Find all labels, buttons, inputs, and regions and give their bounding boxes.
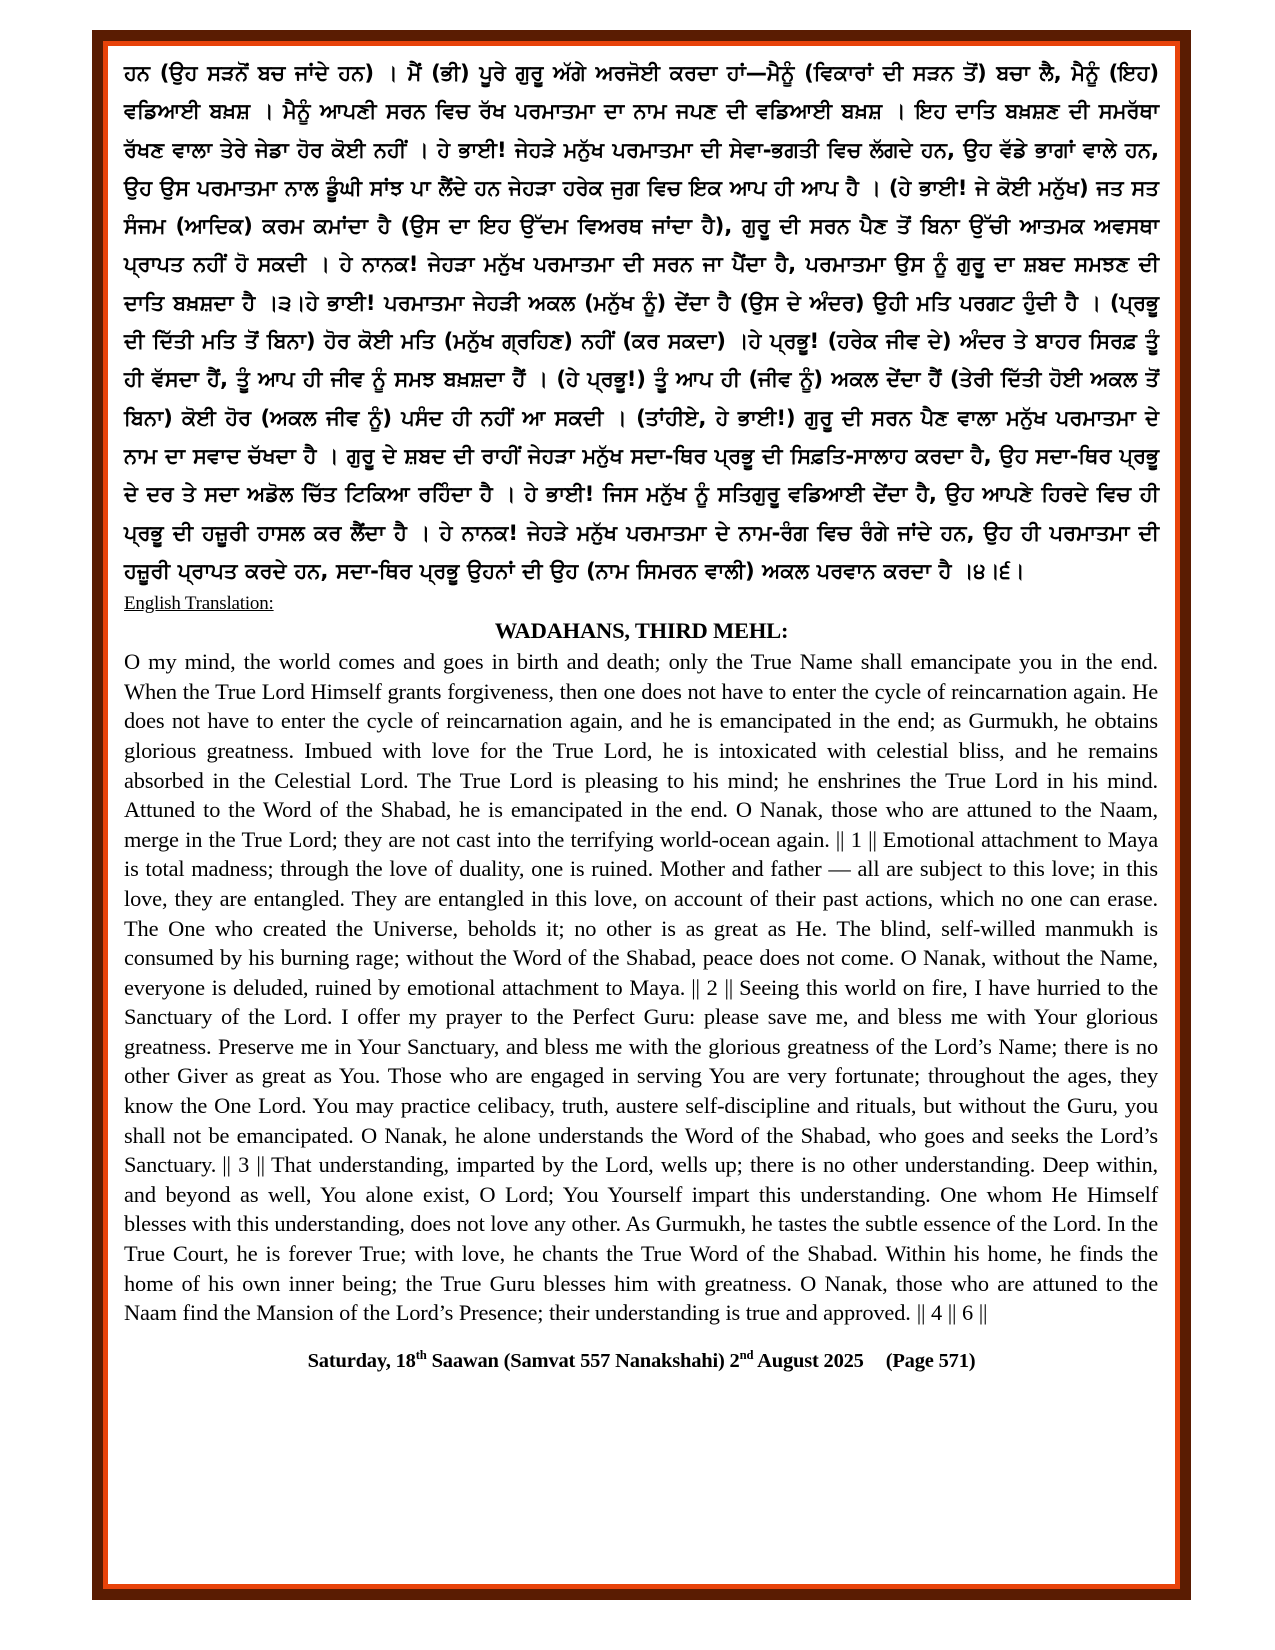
- verse-marker-4: || 4 || 6 ||: [916, 1300, 988, 1326]
- verse-marker-2: || 2 ||: [691, 974, 734, 1000]
- page-content: [108, 46, 1175, 1584]
- footer-weekday: Saturday,: [307, 1349, 391, 1372]
- footer-nanakshahi-month: Saawan (Samvat 557 Nanakshahi): [431, 1349, 725, 1372]
- english-part-1: O my mind, the world comes and goes in birth and death; only the True Name shall emancipate you in the end. When the True Lord Himself grants forgiveness, then one does not have to enter the cycle of reincarnation again. He does not have to enter the cycle of reincarnation again, and he is emancipated in the end; as Gurmukh, he obtains glorious greatness. Imbued with love for the True Lord, he is intoxicated with celestial bliss, and he remains absorbed in the Celestial Lord. The True Lord is pleasing to his mind; he enshrines the True Lord in his mind. Attuned to the Word of the Shabad, he is emancipated in the end. O Nanak, those who are attuned to the Naam, merge in the True Lord; they are not cast into the terrifying world-ocean again.: [124, 649, 1158, 852]
- english-translation-body: [122, 647, 1161, 1328]
- footer-page-reference: (Page 571): [885, 1349, 976, 1372]
- raag-title: WADAHANS, THIRD MEHL:: [494, 618, 789, 644]
- english-translation-label-row: [122, 590, 1161, 616]
- decorative-border-outer: [92, 30, 1191, 1600]
- footer-gregorian-day: 2: [729, 1349, 740, 1372]
- verse-marker-3: || 3 ||: [222, 1152, 265, 1178]
- verse-marker-1: || 1 ||: [835, 826, 877, 852]
- footer-gregorian-day-suffix: nd: [739, 1347, 754, 1362]
- english-part-2: Emotional attachment to Maya is total madness; through the love of duality, one is ruined. Mother and father — all are subject to this love; in this love, they are entangled. They are entangled in this love, on account of their past actions, which no one can erase. The One who created the Universe, beholds it; no other is as great as He. The blind, self-willed manmukh is consumed by his burning rage; without the Word of the Shabad, peace does not come. O Nanak, without the Name, everyone is deluded, ruined by emotional attachment to Maya.: [124, 826, 1159, 1000]
- footer-nanakshahi-day-suffix: th: [415, 1347, 427, 1362]
- footer-nanakshahi-day: 18: [395, 1349, 416, 1372]
- english-part-3: Seeing this world on fire, I have hurried to the Sanctuary of the Lord. I offer my prayer to the Perfect Guru: please save me, and bless me with Your glorious greatness. Preserve me in Your Sanctuary, and bless me with the glorious greatness of the Lord’s Name; there is no other Giver as great as You. Those who are engaged in serving You are very fortunate; throughout the ages, they know the One Lord. You may practice celibacy, truth, austere self-discipline and rituals, but without the Guru, you shall not be emancipated. O Nanak, he alone understands the Word of the Shabad, who goes and seeks the Lord’s Sanctuary.: [124, 974, 1159, 1178]
- footer-gregorian-rest: August 2025: [757, 1349, 864, 1372]
- date-footer: [122, 1347, 1161, 1373]
- decorative-border-inner: [103, 41, 1180, 1589]
- gurmukhi-paragraph: ਹਨ (ਉਹ ਸੜਨੋਂ ਬਚ ਜਾਂਦੇ ਹਨ) । ਮੈਂ (ਭੀ) ਪੂਰੇ ਗੁਰੂ ਅੱਗੇ ਅਰਜੋਈ ਕਰਦਾ ਹਾਂ—ਮੈਨੂੰ (ਵਿਕਾਰਾਂ ਦੀ ਸੜਨ ਤੋਂ) ਬਚਾ ਲੈ, ਮੈਨੂੰ (ਇਹ) ਵਡਿਆਈ ਬਖ਼ਸ਼ । ਮੈਨੂੰ ਆਪਣੀ ਸਰਨ ਵਿਚ ਰੱਖ ਪਰਮਾਤਮਾ ਦਾ ਨਾਮ ਜਪਣ ਦੀ ਵਡਿਆਈ ਬਖ਼ਸ਼ । ਇਹ ਦਾਤਿ ਬਖ਼ਸ਼ਣ ਦੀ ਸਮਰੱਥਾ ਰੱਖਣ ਵਾਲਾ ਤੇਰੇ ਜੇਡਾ ਹੋਰ ਕੋਈ ਨਹੀਂ । ਹੇ ਭਾਈ! ਜੇਹੜੇ ਮਨੁੱਖ ਪਰਮਾਤਮਾ ਦੀ ਸੇਵਾ-ਭਗਤੀ ਵਿਚ ਲੱਗਦੇ ਹਨ, ਉਹ ਵੱਡੇ ਭਾਗਾਂ ਵਾਲੇ ਹਨ, ਉਹ ਉਸ ਪਰਮਾਤਮਾ ਨਾਲ ਡੂੰਘੀ ਸਾਂਝ ਪਾ ਲੈਂਦੇ ਹਨ ਜੇਹੜਾ ਹਰੇਕ ਜੁਗ ਵਿਚ ਇਕ ਆਪ ਹੀ ਆਪ ਹੈ । (ਹੇ ਭਾਈ! ਜੇ ਕੋਈ ਮਨੁੱਖ) ਜਤ ਸਤ ਸੰਜਮ (ਆਦਿਕ) ਕਰਮ ਕਮਾਂਦਾ ਹੈ (ਉਸ ਦਾ ਇਹ ਉੱਦਮ ਵਿਅਰਥ ਜਾਂਦਾ ਹੈ), ਗੁਰੂ ਦੀ ਸਰਨ ਪੈਣ ਤੋਂ ਬਿਨਾ ਉੱਚੀ ਆਤਮਕ ਅਵਸਥਾ ਪ੍ਰਾਪਤ ਨਹੀਂ ਹੋ ਸਕਦੀ । ਹੇ ਨਾਨਕ! ਜੇਹੜਾ ਮਨੁੱਖ ਪਰਮਾਤਮਾ ਦੀ ਸਰਨ ਜਾ ਪੈਂਦਾ ਹੈ, ਪਰਮਾਤਮਾ ਉਸ ਨੂੰ ਗੁਰੂ ਦਾ ਸ਼ਬਦ ਸਮਝਣ ਦੀ ਦਾਤਿ ਬਖ਼ਸ਼ਦਾ ਹੈ ।੩।ਹੇ ਭਾਈ! ਪਰਮਾਤਮਾ ਜੇਹੜੀ ਅਕਲ (ਮਨੁੱਖ ਨੂੰ) ਦੇਂਦਾ ਹੈ (ਉਸ ਦੇ ਅੰਦਰ) ਉਹੀ ਮਤਿ ਪਰਗਟ ਹੁੰਦੀ ਹੈ । (ਪ੍ਰਭੂ ਦੀ ਦਿੱਤੀ ਮਤਿ ਤੋਂ ਬਿਨਾ) ਹੋਰ ਕੋਈ ਮਤਿ (ਮਨੁੱਖ ਗ੍ਰਹਿਣ) ਨਹੀਂ (ਕਰ ਸਕਦਾ) ।ਹੇ ਪ੍ਰਭੂ! (ਹਰੇਕ ਜੀਵ ਦੇ) ਅੰਦਰ ਤੇ ਬਾਹਰ ਸਿਰਫ਼ ਤੂੰ ਹੀ ਵੱਸਦਾ ਹੈਂ, ਤੂੰ ਆਪ ਹੀ ਜੀਵ ਨੂੰ ਸਮਝ ਬਖ਼ਸ਼ਦਾ ਹੈਂ । (ਹੇ ਪ੍ਰਭੂ!) ਤੂੰ ਆਪ ਹੀ (ਜੀਵ ਨੂੰ) ਅਕਲ ਦੇਂਦਾ ਹੈਂ (ਤੇਰੀ ਦਿੱਤੀ ਹੋਈ ਅਕਲ ਤੋਂ ਬਿਨਾ) ਕੋਈ ਹੋਰ (ਅਕਲ ਜੀਵ ਨੂੰ) ਪਸੰਦ ਹੀ ਨਹੀਂ ਆ ਸਕਦੀ । (ਤਾਂਹੀਏ, ਹੇ ਭਾਈ!) ਗੁਰੂ ਦੀ ਸਰਨ ਪੈਣ ਵਾਲਾ ਮਨੁੱਖ ਪਰਮਾਤਮਾ ਦੇ ਨਾਮ ਦਾ ਸਵਾਦ ਚੱਖਦਾ ਹੈ । ਗੁਰੂ ਦੇ ਸ਼ਬਦ ਦੀ ਰਾਹੀਂ ਜੇਹੜਾ ਮਨੁੱਖ ਸਦਾ-ਥਿਰ ਪ੍ਰਭੂ ਦੀ ਸਿਫ਼ਤਿ-ਸਾਲਾਹ ਕਰਦਾ ਹੈ, ਉਹ ਸਦਾ-ਥਿਰ ਪ੍ਰਭੂ ਦੇ ਦਰ ਤੇ ਸਦਾ ਅਡੋਲ ਚਿੱਤ ਟਿਕਿਆ ਰਹਿੰਦਾ ਹੈ । ਹੇ ਭਾਈ! ਜਿਸ ਮਨੁੱਖ ਨੂੰ ਸਤਿਗੁਰੂ ਵਡਿਆਈ ਦੇਂਦਾ ਹੈ, ਉਹ ਆਪਣੇ ਹਿਰਦੇ ਵਿਚ ਹੀ ਪ੍ਰਭੂ ਦੀ ਹਜ਼ੂਰੀ ਹਾਸਲ ਕਰ ਲੈਂਦਾ ਹੈ । ਹੇ ਨਾਨਕ! ਜੇਹੜੇ ਮਨੁੱਖ ਪਰਮਾਤਮਾ ਦੇ ਨਾਮ-ਰੰਗ ਵਿਚ ਰੰਗੇ ਜਾਂਦੇ ਹਨ, ਉਹ ਹੀ ਪਰਮਾਤਮਾ ਦੀ ਹਜ਼ੂਰੀ ਪ੍ਰਾਪਤ ਕਰਦੇ ਹਨ, ਸਦਾ-ਥਿਰ ਪ੍ਰਭੂ ਉਹਨਾਂ ਦੀ ਉਹ (ਨਾਮ ਸਿਮਰਨ ਵਾਲੀ) ਅਕਲ ਪਰਵਾਨ ਕਰਦਾ ਹੈ ।੪।੬।: [124, 60, 1159, 583]
- english-part-4: That understanding, imparted by the Lord, wells up; there is no other understanding. Deep within, and beyond as well, You alone exist, O Lord; You Yourself impart this understanding. One whom He Himself blesses with this understanding, does not love any other. As Gurmukh, he tastes the subtle essence of the Lord. In the True Court, he is forever True; with love, he chants the True Word of the Shabad. Within his home, he finds the home of his own inner being; the True Guru blesses him with greatness. O Nanak, those who are attuned to the Naam find the Mansion of the Lord’s Presence; their understanding is true and approved.: [124, 1152, 1158, 1326]
- english-translation-label: English Translation:: [124, 593, 274, 615]
